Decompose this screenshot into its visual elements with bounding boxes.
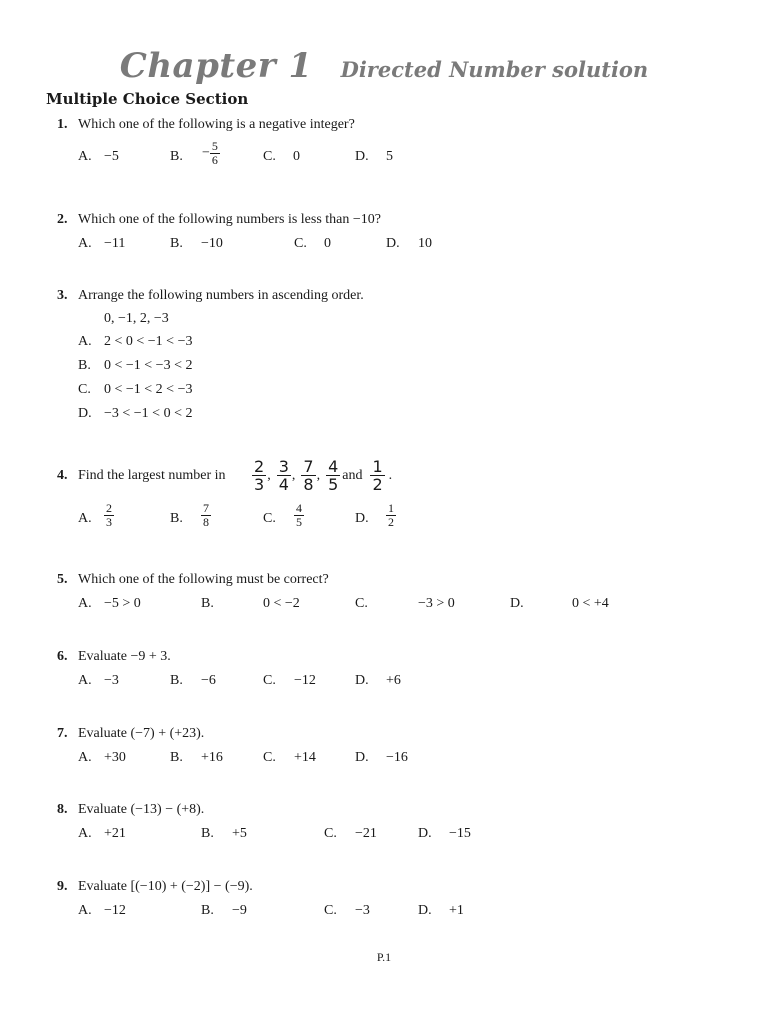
minus-sign: −	[202, 145, 210, 161]
option-value: +16	[201, 750, 223, 765]
chapter-title	[0, 46, 768, 86]
question-number: 5.	[57, 572, 68, 587]
chapter-subtitle: Directed Number solution	[340, 57, 649, 82]
fraction-denominator: 2	[388, 515, 394, 529]
fraction-denominator: 3	[106, 515, 112, 529]
option-value: 0	[293, 149, 300, 164]
fraction-numerator: 4	[328, 457, 339, 476]
option-value: 2 < 0 < −1 < −3	[104, 334, 193, 349]
option-value: +14	[294, 750, 316, 765]
fraction-numerator: 2	[254, 457, 265, 476]
option-label: D.	[355, 673, 369, 688]
fraction-numerator: 4	[296, 501, 302, 515]
fraction-numerator: 7	[303, 457, 314, 476]
question-text: Evaluate (−13) − (+8).	[78, 802, 205, 817]
period: .	[388, 467, 393, 483]
option-label: A.	[78, 750, 92, 765]
fraction-denominator: 5	[296, 515, 302, 529]
option-value: −16	[386, 750, 408, 765]
option-label: D.	[418, 903, 432, 918]
comma: ,	[291, 467, 296, 483]
fraction-denominator: 2	[372, 475, 383, 494]
given-numbers: 0, −1, 2, −3	[104, 311, 169, 326]
option-value	[104, 502, 114, 529]
fraction-denominator: 8	[203, 515, 209, 529]
option-value: 0 < −1 < 2 < −3	[104, 382, 193, 397]
option-label: B.	[78, 358, 91, 373]
and-word: and	[342, 467, 363, 483]
option-value: −6	[201, 673, 216, 688]
option-value: 0 < +4	[572, 596, 609, 611]
option-label: D.	[78, 406, 92, 421]
question-text: Which one of the following is a negative integer?	[78, 117, 355, 132]
question-text: Which one of the following must be correct?	[78, 572, 329, 587]
option-label: B.	[170, 149, 183, 164]
fraction-list	[252, 458, 392, 493]
option-value: 10	[418, 236, 432, 251]
question-text: Arrange the following numbers in ascending order.	[78, 288, 364, 303]
question-text: Evaluate (−7) + (+23).	[78, 726, 205, 741]
question-text: Evaluate −9 + 3.	[78, 649, 171, 664]
option-label: C.	[355, 596, 368, 611]
fraction-denominator: 4	[278, 475, 289, 494]
option-label: A.	[78, 236, 92, 251]
option-value	[386, 502, 396, 529]
option-value: 0 < −1 < −3 < 2	[104, 358, 193, 373]
comma: ,	[267, 467, 271, 483]
option-value: −3 > 0	[418, 596, 455, 611]
option-value: −21	[355, 826, 377, 841]
option-label: D.	[418, 826, 432, 841]
option-label: A.	[78, 149, 92, 164]
fraction-numerator: 3	[278, 457, 289, 476]
question-number: 6.	[57, 649, 68, 664]
option-label: D.	[386, 236, 400, 251]
question-text: Find the largest number in	[78, 468, 226, 483]
option-label: B.	[201, 826, 214, 841]
fraction-numerator: 2	[106, 501, 112, 515]
option-label: C.	[78, 382, 91, 397]
option-label: C.	[263, 149, 276, 164]
option-value: 0 < −2	[263, 596, 300, 611]
question-text: Which one of the following numbers is less than −10?	[78, 212, 382, 227]
comma: ,	[316, 467, 321, 483]
option-label: A.	[78, 334, 92, 349]
chapter-number: Chapter 1	[119, 46, 313, 86]
option-value: +5	[232, 826, 247, 841]
question-number: 4.	[57, 468, 68, 483]
option-value: −11	[104, 236, 126, 251]
option-label: B.	[170, 236, 183, 251]
fraction-denominator: 3	[254, 475, 265, 494]
option-label: C.	[263, 673, 276, 688]
option-value: −5	[104, 149, 119, 164]
question-number: 3.	[57, 288, 68, 303]
fraction-denominator: 8	[303, 475, 314, 494]
fraction-numerator: 5	[211, 139, 218, 153]
fraction-denominator: 6	[211, 153, 218, 167]
fraction-numerator: 1	[372, 457, 383, 476]
option-value: 5	[386, 149, 393, 164]
option-label: B.	[201, 596, 214, 611]
option-label: D.	[355, 511, 369, 526]
question-number: 7.	[57, 726, 68, 741]
option-value: −12	[104, 903, 126, 918]
fraction-denominator: 5	[328, 475, 339, 494]
option-label: B.	[170, 750, 183, 765]
question-number: 2.	[57, 212, 68, 227]
page-number: P.1	[376, 950, 392, 964]
option-value: +30	[104, 750, 126, 765]
question-text: Evaluate [(−10) + (−2)] − (−9).	[78, 879, 253, 894]
option-value	[294, 502, 304, 529]
option-label: B.	[201, 903, 214, 918]
option-value: 0	[324, 236, 331, 251]
fraction-numerator: 1	[388, 501, 394, 515]
option-value: −12	[294, 673, 316, 688]
option-value	[201, 502, 211, 529]
question-number: 9.	[57, 879, 68, 894]
option-label: A.	[78, 903, 92, 918]
option-value: −5 > 0	[104, 596, 141, 611]
option-value: −3	[355, 903, 370, 918]
option-value: −9	[232, 903, 247, 918]
option-value: −3	[104, 673, 119, 688]
option-label: C.	[294, 236, 307, 251]
section-title: Multiple Choice Section	[46, 90, 249, 108]
option-value: −15	[449, 826, 471, 841]
option-label: C.	[263, 750, 276, 765]
option-label: A.	[78, 673, 92, 688]
question-number: 1.	[57, 117, 68, 132]
option-label: B.	[170, 511, 183, 526]
option-label: B.	[170, 673, 183, 688]
option-value	[202, 140, 220, 167]
option-value: −3 < −1 < 0 < 2	[104, 406, 193, 421]
option-label: A.	[78, 511, 92, 526]
option-label: D.	[510, 596, 524, 611]
option-value: +21	[104, 826, 126, 841]
option-label: D.	[355, 149, 369, 164]
option-label: A.	[78, 596, 92, 611]
fraction-numerator: 7	[203, 501, 209, 515]
option-label: D.	[355, 750, 369, 765]
question-number: 8.	[57, 802, 68, 817]
option-label: C.	[263, 511, 276, 526]
option-label: C.	[324, 826, 337, 841]
option-value: +6	[386, 673, 401, 688]
option-value: +1	[449, 903, 464, 918]
option-value: −10	[201, 236, 223, 251]
option-label: A.	[78, 826, 92, 841]
option-label: C.	[324, 903, 337, 918]
